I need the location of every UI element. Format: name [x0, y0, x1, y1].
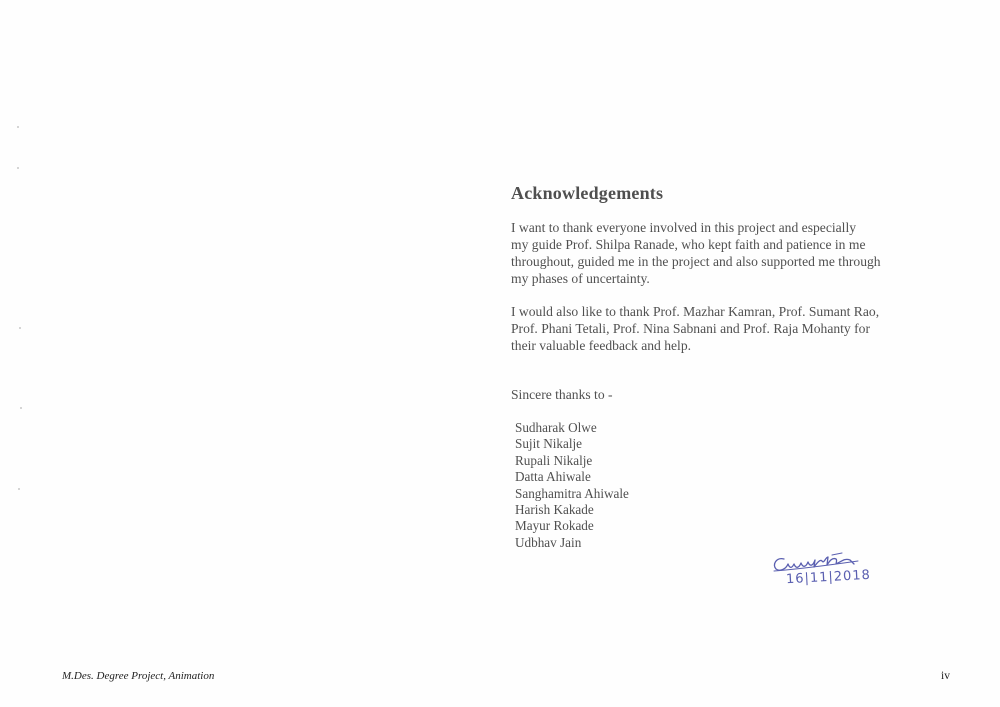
- scan-speck: [18, 488, 20, 490]
- acknowledgement-paragraph-2: [511, 303, 879, 354]
- list-item: Datta Ahiwale: [515, 469, 591, 485]
- acknowledgement-paragraph-1: [511, 219, 881, 287]
- paragraph-line: my phases of uncertainty.: [511, 271, 650, 286]
- signature-date: 16|11|2018: [785, 567, 872, 588]
- page-number: iv: [941, 670, 950, 682]
- paragraph-line: throughout, guided me in the project and also supported me through: [511, 254, 881, 269]
- footer-title: M.Des. Degree Project, Animation: [62, 670, 215, 682]
- names-list: [515, 420, 629, 551]
- scan-speck: [20, 407, 22, 409]
- paragraph-line: I want to thank everyone involved in this project and especially: [511, 220, 857, 235]
- scan-speck: [17, 167, 19, 169]
- scan-speck: [17, 126, 19, 128]
- list-item: Harish Kakade: [515, 502, 594, 518]
- list-item: Udbhav Jain: [515, 534, 582, 550]
- paragraph-line: my guide Prof. Shilpa Ranade, who kept faith and patience in me: [511, 237, 866, 252]
- scan-speck: [19, 327, 21, 329]
- list-item: Sudharak Olwe: [515, 420, 597, 435]
- thanks-intro: Sincere thanks to -: [511, 387, 613, 402]
- paragraph-line: I would also like to thank Prof. Mazhar Kamran, Prof. Sumant Rao,: [511, 304, 880, 319]
- paragraph-line: Prof. Phani Tetali, Prof. Nina Sabnani and Prof. Raja Mohanty for: [511, 321, 870, 336]
- paragraph-line: their valuable feedback and help.: [511, 338, 692, 353]
- list-item: Mayur Rokade: [515, 518, 594, 534]
- list-item: Rupali Nikalje: [515, 452, 593, 468]
- list-item: Sanghamitra Ahiwale: [515, 485, 629, 501]
- page-title: Acknowledgements: [511, 183, 664, 203]
- list-item: Sujit Nikalje: [515, 436, 583, 452]
